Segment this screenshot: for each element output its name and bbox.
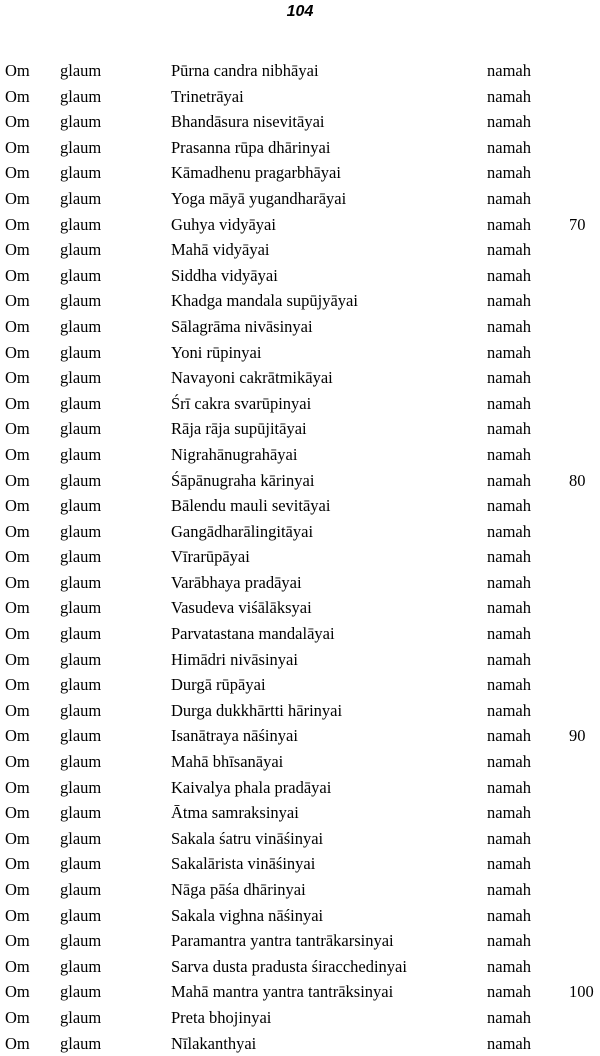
name-text: Durga dukkhārtti hārinyai xyxy=(171,700,343,720)
om-text: Om xyxy=(5,61,30,80)
name-text: Khadga mandala supūjyāyai xyxy=(171,291,358,311)
list-item xyxy=(0,109,600,135)
om-text: Om xyxy=(5,752,30,772)
name-text: Mahā mantra yantra tantrāksinyai xyxy=(171,982,394,1002)
om-text: Om xyxy=(5,470,30,490)
namah-text: namah xyxy=(487,777,531,797)
om-text: Om xyxy=(5,1007,30,1027)
namah-text: namah xyxy=(487,61,531,80)
namah-text: namah xyxy=(487,700,531,720)
glaum-text: glaum xyxy=(60,291,102,311)
glaum-text: glaum xyxy=(60,931,102,951)
name-text: Sālagrāma nivāsinyai xyxy=(171,316,313,336)
om-text: Om xyxy=(5,112,30,132)
namah-text: namah xyxy=(487,752,531,772)
name-text: Sakala śatru vināśinyai xyxy=(171,828,324,848)
om-text: Om xyxy=(5,598,30,618)
list-item xyxy=(0,340,600,366)
om-text: Om xyxy=(5,675,30,695)
list-item xyxy=(0,468,600,494)
page-number: 104 xyxy=(286,3,314,20)
om-text: Om xyxy=(5,393,30,413)
namah-text: namah xyxy=(487,393,531,413)
glaum-text: glaum xyxy=(60,803,102,823)
glaum-text: glaum xyxy=(60,419,102,439)
name-text: Nigrahānugrahāyai xyxy=(171,444,298,464)
verse-number: 100 xyxy=(569,982,594,1002)
list-item xyxy=(0,58,600,84)
namah-text: namah xyxy=(487,931,531,951)
list-item xyxy=(0,621,600,647)
om-text: Om xyxy=(5,342,30,362)
namah-text: namah xyxy=(487,265,531,285)
list-item xyxy=(0,84,600,110)
name-text: Sakalārista vināśinyai xyxy=(171,854,316,874)
list-item xyxy=(0,903,600,929)
list-item xyxy=(0,570,600,596)
om-text: Om xyxy=(5,547,30,567)
name-text: Durgā rūpāyai xyxy=(171,675,266,695)
om-text: Om xyxy=(5,240,30,260)
namah-text: namah xyxy=(487,240,531,260)
om-text: Om xyxy=(5,214,30,234)
glaum-text: glaum xyxy=(60,624,102,644)
om-text: Om xyxy=(5,265,30,285)
name-text: Paramantra yantra tantrākarsinyai xyxy=(171,931,394,951)
om-text: Om xyxy=(5,803,30,823)
glaum-text: glaum xyxy=(60,316,102,336)
om-text: Om xyxy=(5,188,30,208)
namah-text: namah xyxy=(487,444,531,464)
om-text: Om xyxy=(5,726,30,746)
namah-text: namah xyxy=(487,598,531,618)
list-item xyxy=(0,775,600,801)
namah-text: namah xyxy=(487,470,531,490)
om-text: Om xyxy=(5,368,30,388)
namah-text: namah xyxy=(487,1007,531,1027)
glaum-text: glaum xyxy=(60,214,102,234)
om-text: Om xyxy=(5,982,30,1002)
glaum-text: glaum xyxy=(60,675,102,695)
glaum-text: glaum xyxy=(60,342,102,362)
om-text: Om xyxy=(5,880,30,899)
list-item xyxy=(0,928,600,954)
om-text: Om xyxy=(5,649,30,669)
om-text: Om xyxy=(5,316,30,336)
glaum-text: glaum xyxy=(60,598,102,618)
name-text: Nīlakanthyai xyxy=(171,1033,257,1053)
glaum-text: glaum xyxy=(60,265,102,285)
name-text: Pūrna candra nibhāyai xyxy=(171,61,319,80)
glaum-text: glaum xyxy=(60,188,102,208)
list-item xyxy=(0,135,600,161)
om-text: Om xyxy=(5,905,30,925)
name-text: Preta bhojinyai xyxy=(171,1007,272,1027)
name-text: Guhya vidyāyai xyxy=(171,214,276,234)
name-text: Mahā bhīsanāyai xyxy=(171,752,284,772)
glaum-text: glaum xyxy=(60,521,102,541)
namah-text: namah xyxy=(487,905,531,925)
list-item xyxy=(0,160,600,186)
om-text: Om xyxy=(5,1033,30,1053)
namah-text: namah xyxy=(487,572,531,592)
list-item xyxy=(0,672,600,698)
om-text: Om xyxy=(5,163,30,183)
om-text: Om xyxy=(5,572,30,592)
name-text: Bhandāsura nisevitāyai xyxy=(171,112,325,132)
glaum-text: glaum xyxy=(60,368,102,388)
name-text: Navayoni cakrātmikāyai xyxy=(171,368,333,388)
name-text: Siddha vidyāyai xyxy=(171,265,278,285)
om-text: Om xyxy=(5,444,30,464)
glaum-text: glaum xyxy=(60,572,102,592)
om-text: Om xyxy=(5,777,30,797)
list-item xyxy=(0,263,600,289)
list-item xyxy=(0,544,600,570)
glaum-text: glaum xyxy=(60,726,102,746)
namah-text: namah xyxy=(487,982,531,1002)
list-item xyxy=(0,1031,600,1056)
glaum-text: glaum xyxy=(60,1033,102,1053)
glaum-text: glaum xyxy=(60,956,102,976)
list-item xyxy=(0,723,600,749)
glaum-text: glaum xyxy=(60,1007,102,1027)
name-text: Śrī cakra svarūpinyai xyxy=(171,393,312,413)
list-item xyxy=(0,365,600,391)
om-text: Om xyxy=(5,854,30,874)
glaum-text: glaum xyxy=(60,649,102,669)
list-item xyxy=(0,979,600,1005)
list-item xyxy=(0,851,600,877)
list-item xyxy=(0,288,600,314)
list-item xyxy=(0,391,600,417)
namah-text: namah xyxy=(487,112,531,132)
glaum-text: glaum xyxy=(60,905,102,925)
name-text: Kaivalya phala pradāyai xyxy=(171,777,332,797)
glaum-text: glaum xyxy=(60,828,102,848)
glaum-text: glaum xyxy=(60,496,102,516)
list-item xyxy=(0,212,600,238)
glaum-text: glaum xyxy=(60,854,102,874)
name-text: Bālendu mauli sevitāyai xyxy=(171,496,331,516)
glaum-text: glaum xyxy=(60,470,102,490)
om-text: Om xyxy=(5,86,30,106)
glaum-text: glaum xyxy=(60,240,102,260)
glaum-text: glaum xyxy=(60,393,102,413)
name-text: Rāja rāja supūjitāyai xyxy=(171,419,307,439)
name-text: Śāpānugraha kārinyai xyxy=(171,470,315,490)
namah-text: namah xyxy=(487,828,531,848)
name-text: Sarva dusta pradusta śiracchedinyai xyxy=(171,956,407,976)
glaum-text: glaum xyxy=(60,86,102,106)
name-text: Yoga māyā yugandharāyai xyxy=(171,188,347,208)
name-text: Parvatastana mandalāyai xyxy=(171,624,335,644)
name-text: Sakala vighna nāśinyai xyxy=(171,905,324,925)
list-item xyxy=(0,519,600,545)
list-item xyxy=(0,749,600,775)
namah-text: namah xyxy=(487,342,531,362)
list-item xyxy=(0,954,600,980)
namah-text: namah xyxy=(487,496,531,516)
name-text: Ātma samraksinyai xyxy=(171,803,299,823)
om-text: Om xyxy=(5,137,30,157)
om-text: Om xyxy=(5,291,30,311)
namah-text: namah xyxy=(487,726,531,746)
om-text: Om xyxy=(5,624,30,644)
namah-text: namah xyxy=(487,1033,531,1053)
name-text: Isanātraya nāśinyai xyxy=(171,726,298,746)
om-text: Om xyxy=(5,496,30,516)
list-item xyxy=(0,416,600,442)
name-text: Vīrarūpāyai xyxy=(171,547,250,567)
verse-number: 80 xyxy=(569,470,586,490)
name-text: Kāmadhenu pragarbhāyai xyxy=(171,163,341,183)
om-text: Om xyxy=(5,931,30,951)
list-item xyxy=(0,800,600,826)
list-item xyxy=(0,186,600,212)
glaum-text: glaum xyxy=(60,137,102,157)
list-item xyxy=(0,826,600,852)
namah-text: namah xyxy=(487,137,531,157)
verse-number: 90 xyxy=(569,726,586,746)
om-text: Om xyxy=(5,828,30,848)
list-item xyxy=(0,595,600,621)
namah-text: namah xyxy=(487,880,531,899)
verse-number: 70 xyxy=(569,214,586,234)
glaum-text: glaum xyxy=(60,547,102,567)
list-item xyxy=(0,647,600,673)
namah-text: namah xyxy=(487,316,531,336)
glaum-text: glaum xyxy=(60,982,102,1002)
list-item xyxy=(0,493,600,519)
namah-text: namah xyxy=(487,956,531,976)
glaum-text: glaum xyxy=(60,444,102,464)
namah-text: namah xyxy=(487,675,531,695)
list-item xyxy=(0,442,600,468)
namah-text: namah xyxy=(487,368,531,388)
om-text: Om xyxy=(5,700,30,720)
om-text: Om xyxy=(5,956,30,976)
name-text: Nāga pāśa dhārinyai xyxy=(171,880,306,899)
namah-text: namah xyxy=(487,547,531,567)
namah-text: namah xyxy=(487,649,531,669)
namah-text: namah xyxy=(487,521,531,541)
name-text: Prasanna rūpa dhārinyai xyxy=(171,137,331,157)
glaum-text: glaum xyxy=(60,880,102,899)
om-text: Om xyxy=(5,521,30,541)
glaum-text: glaum xyxy=(60,777,102,797)
name-text: Trinetrāyai xyxy=(171,86,244,106)
namah-text: namah xyxy=(487,291,531,311)
glaum-text: glaum xyxy=(60,61,102,80)
name-text: Yoni rūpinyai xyxy=(171,342,262,362)
om-text: Om xyxy=(5,419,30,439)
namah-text: namah xyxy=(487,163,531,183)
glaum-text: glaum xyxy=(60,752,102,772)
namah-text: namah xyxy=(487,803,531,823)
namah-text: namah xyxy=(487,188,531,208)
list-item xyxy=(0,698,600,724)
namah-text: namah xyxy=(487,214,531,234)
name-text: Himādri nivāsinyai xyxy=(171,649,298,669)
name-text: Vasudeva viśālāksyai xyxy=(171,598,312,618)
list-item xyxy=(0,877,600,903)
namah-text: namah xyxy=(487,86,531,106)
list-item xyxy=(0,1005,600,1031)
glaum-text: glaum xyxy=(60,700,102,720)
namah-text: namah xyxy=(487,854,531,874)
namah-text: namah xyxy=(487,419,531,439)
name-text: Mahā vidyāyai xyxy=(171,240,270,260)
mantra-list xyxy=(0,58,600,1056)
list-item xyxy=(0,237,600,263)
namah-text: namah xyxy=(487,624,531,644)
glaum-text: glaum xyxy=(60,112,102,132)
list-item xyxy=(0,314,600,340)
name-text: Varābhaya pradāyai xyxy=(171,572,302,592)
name-text: Gangādharālingitāyai xyxy=(171,521,314,541)
glaum-text: glaum xyxy=(60,163,102,183)
